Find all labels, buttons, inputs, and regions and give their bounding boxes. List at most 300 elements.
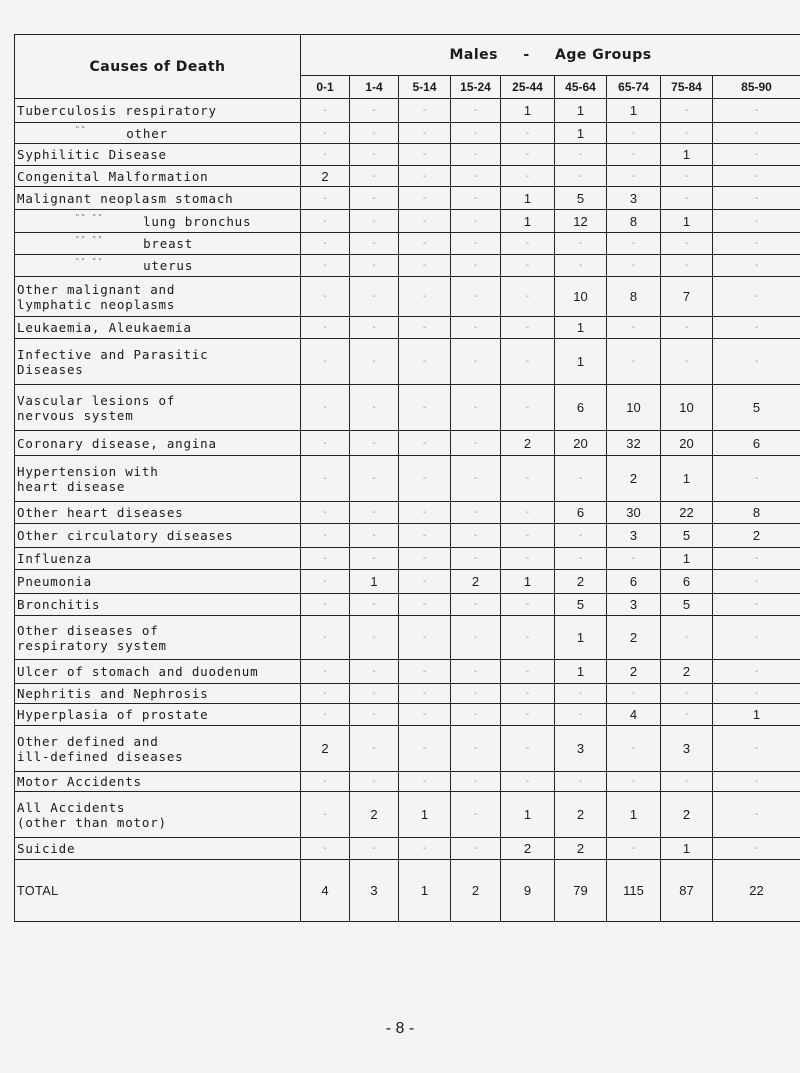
value-cell: - xyxy=(399,233,451,255)
table-row xyxy=(15,317,800,339)
value-cell: - xyxy=(713,317,800,339)
value-cell: 4 xyxy=(607,704,661,726)
value-cell: 5 xyxy=(555,187,607,210)
age-group-col: 45-64 xyxy=(555,76,607,99)
value-cell: 2 xyxy=(555,570,607,594)
value-cell: - xyxy=(399,456,451,502)
value-cell: - xyxy=(713,255,800,277)
value-cell: - xyxy=(301,792,350,838)
value-cell: - xyxy=(451,548,501,570)
value-cell: - xyxy=(501,660,555,684)
value-cell: - xyxy=(555,684,607,704)
cause-label: Coronary disease, angina xyxy=(17,435,217,451)
age-group-col: 15-24 xyxy=(451,76,501,99)
cause-label: Leukaemia, Aleukaemia xyxy=(17,320,192,335)
value-cell: 32 xyxy=(607,431,661,456)
value-cell: 2 xyxy=(301,166,350,187)
value-cell: - xyxy=(399,187,451,210)
value-cell: - xyxy=(399,726,451,772)
cause-label: ill-defined diseases xyxy=(17,748,184,764)
cause-label: Hypertension with xyxy=(17,463,159,479)
cause-cell xyxy=(15,99,301,123)
cause-cell xyxy=(15,838,301,860)
value-cell: - xyxy=(501,456,555,502)
value-cell: - xyxy=(661,339,713,385)
value-cell: - xyxy=(399,166,451,187)
value-cell: - xyxy=(501,277,555,317)
value-cell: - xyxy=(301,704,350,726)
value-cell: 1 xyxy=(555,123,607,144)
value-cell: - xyxy=(399,277,451,317)
value-cell: - xyxy=(399,99,451,123)
table-row xyxy=(15,166,800,187)
value-cell: - xyxy=(607,255,661,277)
cause-label: lymphatic neoplasms xyxy=(17,296,176,312)
value-cell: - xyxy=(451,233,501,255)
cause-label: Suicide xyxy=(17,841,76,856)
value-cell: - xyxy=(399,431,451,456)
ditto-mark: "" "" xyxy=(75,235,104,244)
value-cell: - xyxy=(713,616,800,660)
value-cell: 115 xyxy=(607,860,661,922)
value-cell: 1 xyxy=(713,704,800,726)
value-cell: - xyxy=(350,277,399,317)
cause-cell xyxy=(15,317,301,339)
value-cell: - xyxy=(350,255,399,277)
value-cell: 1 xyxy=(350,570,399,594)
value-cell: - xyxy=(607,144,661,166)
cause-label: Other defined and xyxy=(17,733,159,749)
value-cell: - xyxy=(399,594,451,616)
value-cell: 2 xyxy=(451,570,501,594)
value-cell: - xyxy=(301,502,350,524)
table-row xyxy=(15,524,800,548)
causes-of-death-table xyxy=(14,34,800,922)
age-group-col: 85-90 xyxy=(713,76,800,99)
cause-label: breast xyxy=(143,236,194,251)
value-cell: - xyxy=(350,166,399,187)
value-cell: 87 xyxy=(661,860,713,922)
cause-label: uterus xyxy=(143,258,194,273)
cause-cell xyxy=(15,660,301,684)
value-cell: - xyxy=(451,456,501,502)
age-group-header xyxy=(301,35,800,76)
value-cell: 1 xyxy=(501,570,555,594)
value-cell: - xyxy=(555,548,607,570)
value-cell: - xyxy=(301,123,350,144)
value-cell: - xyxy=(555,772,607,792)
value-cell: - xyxy=(713,339,800,385)
ditto-mark: "" "" xyxy=(75,257,104,266)
cause-label: Influenza xyxy=(17,551,92,566)
value-cell: - xyxy=(399,684,451,704)
value-cell: - xyxy=(301,431,350,456)
table-row xyxy=(15,277,800,317)
value-cell: - xyxy=(301,616,350,660)
table-row xyxy=(15,838,800,860)
value-cell: - xyxy=(399,144,451,166)
value-cell: - xyxy=(555,456,607,502)
value-cell: 5 xyxy=(661,524,713,548)
table-row xyxy=(15,772,800,792)
value-cell: - xyxy=(301,660,350,684)
value-cell: - xyxy=(501,144,555,166)
table-row xyxy=(15,684,800,704)
cause-label: Motor Accidents xyxy=(17,774,142,789)
value-cell: - xyxy=(350,144,399,166)
value-cell: - xyxy=(350,456,399,502)
value-cell: - xyxy=(661,317,713,339)
value-cell: - xyxy=(399,123,451,144)
value-cell: - xyxy=(399,255,451,277)
table-row xyxy=(15,123,800,144)
value-cell: - xyxy=(451,502,501,524)
value-cell: - xyxy=(399,502,451,524)
value-cell: 10 xyxy=(661,385,713,431)
cause-cell xyxy=(15,277,301,317)
header-row-groups xyxy=(15,35,800,76)
value-cell: - xyxy=(555,524,607,548)
cause-cell xyxy=(15,570,301,594)
value-cell: - xyxy=(713,726,800,772)
value-cell: 30 xyxy=(607,502,661,524)
value-cell: - xyxy=(713,772,800,792)
value-cell: - xyxy=(555,144,607,166)
value-cell: 1 xyxy=(555,616,607,660)
value-cell: - xyxy=(501,255,555,277)
cause-cell xyxy=(15,502,301,524)
table-row xyxy=(15,704,800,726)
value-cell: - xyxy=(350,123,399,144)
cause-label: Other circulatory diseases xyxy=(17,528,234,543)
value-cell: - xyxy=(713,99,800,123)
cause-label: Pneumonia xyxy=(17,574,92,589)
value-cell: - xyxy=(301,317,350,339)
cause-label: Congenital Malformation xyxy=(17,168,209,184)
value-cell: - xyxy=(301,594,350,616)
value-cell: 2 xyxy=(555,792,607,838)
cause-label: Nephritis and Nephrosis xyxy=(17,686,209,701)
cause-label: Other malignant and xyxy=(17,281,176,297)
value-cell: 79 xyxy=(555,860,607,922)
value-cell: - xyxy=(350,187,399,210)
age-group-col: 25-44 xyxy=(501,76,555,99)
table-row xyxy=(15,144,800,166)
value-cell: 3 xyxy=(607,187,661,210)
value-cell: - xyxy=(301,548,350,570)
value-cell: - xyxy=(501,385,555,431)
value-cell: - xyxy=(301,255,350,277)
value-cell: 6 xyxy=(555,385,607,431)
table-row xyxy=(15,792,800,838)
ditto-mark: "" "" xyxy=(75,212,104,222)
value-cell: 1 xyxy=(555,660,607,684)
table-row xyxy=(15,726,800,772)
cause-cell xyxy=(15,524,301,548)
value-cell: - xyxy=(301,144,350,166)
value-cell: - xyxy=(399,570,451,594)
value-cell: - xyxy=(301,233,350,255)
value-cell: 8 xyxy=(607,210,661,233)
value-cell: 4 xyxy=(301,860,350,922)
table-row xyxy=(15,385,800,431)
cause-cell xyxy=(15,792,301,838)
value-cell: - xyxy=(350,726,399,772)
value-cell: - xyxy=(451,210,501,233)
age-group-col: 1-4 xyxy=(350,76,399,99)
value-cell: - xyxy=(451,99,501,123)
value-cell: - xyxy=(607,233,661,255)
value-cell: 20 xyxy=(661,431,713,456)
table-row xyxy=(15,616,800,660)
value-cell: - xyxy=(451,726,501,772)
value-cell: - xyxy=(451,684,501,704)
value-cell: - xyxy=(350,524,399,548)
value-cell: - xyxy=(301,277,350,317)
value-cell: 6 xyxy=(555,502,607,524)
cause-label: Diseases xyxy=(17,361,84,377)
table-row xyxy=(15,570,800,594)
value-cell: - xyxy=(399,838,451,860)
cause-label: nervous system xyxy=(17,407,134,423)
value-cell: 9 xyxy=(501,860,555,922)
age-group-col: 5-14 xyxy=(399,76,451,99)
value-cell: 5 xyxy=(661,594,713,616)
value-cell: - xyxy=(350,385,399,431)
value-cell: 1 xyxy=(501,210,555,233)
value-cell: - xyxy=(555,233,607,255)
value-cell: - xyxy=(350,502,399,524)
value-cell: - xyxy=(350,431,399,456)
value-cell: - xyxy=(350,548,399,570)
value-cell: - xyxy=(350,772,399,792)
cause-label: Hyperplasia of prostate xyxy=(17,707,209,722)
value-cell: - xyxy=(713,684,800,704)
cause-cell xyxy=(15,166,301,187)
value-cell: - xyxy=(713,210,800,233)
value-cell: - xyxy=(501,166,555,187)
cause-cell xyxy=(15,210,301,233)
value-cell: 1 xyxy=(661,838,713,860)
cause-cell xyxy=(15,772,301,792)
value-cell: - xyxy=(661,233,713,255)
value-cell: - xyxy=(451,339,501,385)
sex-label: Males xyxy=(449,47,498,63)
value-cell: - xyxy=(501,339,555,385)
value-cell: 2 xyxy=(301,726,350,772)
value-cell: - xyxy=(501,684,555,704)
value-cell: 3 xyxy=(350,860,399,922)
value-cell: 1 xyxy=(607,99,661,123)
value-cell: - xyxy=(301,838,350,860)
cause-cell xyxy=(15,385,301,431)
value-cell: - xyxy=(713,548,800,570)
header-separator: - xyxy=(523,47,530,63)
table-row xyxy=(15,456,800,502)
value-cell: 2 xyxy=(451,860,501,922)
value-cell: - xyxy=(501,704,555,726)
cause-label: (other than motor) xyxy=(17,814,167,830)
cause-label: heart disease xyxy=(17,478,126,494)
cause-label: lung bronchus xyxy=(143,213,252,229)
value-cell: - xyxy=(451,792,501,838)
table-body xyxy=(15,99,800,922)
value-cell: - xyxy=(501,726,555,772)
age-group-col: 65-74 xyxy=(607,76,661,99)
value-cell: 2 xyxy=(501,838,555,860)
value-cell: 20 xyxy=(555,431,607,456)
cause-cell xyxy=(15,860,301,922)
cause-cell xyxy=(15,187,301,210)
cause-label: Malignant neoplasm stomach xyxy=(17,190,234,206)
value-cell: - xyxy=(501,524,555,548)
value-cell: - xyxy=(301,570,350,594)
cause-cell xyxy=(15,594,301,616)
value-cell: 22 xyxy=(661,502,713,524)
value-cell: - xyxy=(399,339,451,385)
table-row xyxy=(15,210,800,233)
cause-cell xyxy=(15,456,301,502)
column-title-causes: Causes of Death xyxy=(15,35,301,99)
value-cell: - xyxy=(301,772,350,792)
value-cell: - xyxy=(451,660,501,684)
value-cell: 1 xyxy=(555,99,607,123)
value-cell: - xyxy=(607,339,661,385)
cause-label: Other heart diseases xyxy=(17,505,184,520)
value-cell: - xyxy=(713,166,800,187)
value-cell: 7 xyxy=(661,277,713,317)
ditto-mark: "" xyxy=(75,124,87,134)
value-cell: 6 xyxy=(713,431,800,456)
value-cell: - xyxy=(555,704,607,726)
cause-label: respiratory system xyxy=(17,637,167,653)
value-cell: - xyxy=(661,684,713,704)
cause-cell xyxy=(15,726,301,772)
value-cell: - xyxy=(713,792,800,838)
value-cell: - xyxy=(713,838,800,860)
value-cell: - xyxy=(451,187,501,210)
cause-label: other xyxy=(126,125,168,141)
cause-label: Bronchitis xyxy=(17,597,101,612)
value-cell: 6 xyxy=(607,570,661,594)
table-row xyxy=(15,233,800,255)
value-cell: - xyxy=(501,233,555,255)
value-cell: - xyxy=(301,339,350,385)
value-cell: - xyxy=(301,524,350,548)
table-row xyxy=(15,187,800,210)
value-cell: - xyxy=(661,255,713,277)
value-cell: - xyxy=(350,838,399,860)
value-cell: - xyxy=(350,660,399,684)
cause-cell xyxy=(15,548,301,570)
value-cell: 1 xyxy=(607,792,661,838)
value-cell: - xyxy=(607,772,661,792)
value-cell: - xyxy=(713,660,800,684)
value-cell: - xyxy=(555,166,607,187)
table-row xyxy=(15,255,800,277)
value-cell: - xyxy=(399,660,451,684)
value-cell: - xyxy=(350,210,399,233)
value-cell: - xyxy=(451,385,501,431)
value-cell: 3 xyxy=(661,726,713,772)
table-row xyxy=(15,594,800,616)
value-cell: - xyxy=(713,456,800,502)
value-cell: - xyxy=(501,594,555,616)
value-cell: - xyxy=(713,570,800,594)
value-cell: 1 xyxy=(501,792,555,838)
value-cell: - xyxy=(350,616,399,660)
value-cell: - xyxy=(501,123,555,144)
value-cell: - xyxy=(451,772,501,792)
value-cell: 2 xyxy=(350,792,399,838)
value-cell: 1 xyxy=(555,317,607,339)
value-cell: - xyxy=(501,502,555,524)
value-cell: - xyxy=(607,166,661,187)
value-cell: - xyxy=(451,144,501,166)
value-cell: - xyxy=(607,548,661,570)
value-cell: 8 xyxy=(713,502,800,524)
value-cell: 2 xyxy=(607,616,661,660)
value-cell: - xyxy=(301,99,350,123)
cause-label: Tuberculosis respiratory xyxy=(17,103,217,118)
value-cell: - xyxy=(501,317,555,339)
value-cell: - xyxy=(399,548,451,570)
value-cell: - xyxy=(661,166,713,187)
value-cell: - xyxy=(399,385,451,431)
value-cell: - xyxy=(713,277,800,317)
value-cell: 2 xyxy=(713,524,800,548)
cause-cell xyxy=(15,431,301,456)
cause-cell xyxy=(15,233,301,255)
value-cell: - xyxy=(661,123,713,144)
value-cell: - xyxy=(451,123,501,144)
value-cell: 2 xyxy=(661,660,713,684)
value-cell: - xyxy=(350,317,399,339)
value-cell: 8 xyxy=(607,277,661,317)
value-cell: 2 xyxy=(555,838,607,860)
value-cell: - xyxy=(661,616,713,660)
value-cell: - xyxy=(399,704,451,726)
value-cell: - xyxy=(607,684,661,704)
cause-label: Vascular lesions of xyxy=(17,392,176,408)
value-cell: 1 xyxy=(661,456,713,502)
table-row xyxy=(15,660,800,684)
cause-label: Infective and Parasitic xyxy=(17,346,209,362)
value-cell: 5 xyxy=(555,594,607,616)
cause-label: Ulcer of stomach and duodenum xyxy=(17,664,259,679)
value-cell: - xyxy=(713,187,800,210)
value-cell: 1 xyxy=(501,99,555,123)
value-cell: - xyxy=(399,210,451,233)
cause-label: All Accidents xyxy=(17,799,126,815)
value-cell: - xyxy=(451,431,501,456)
value-cell: 1 xyxy=(555,339,607,385)
total-label: TOTAL xyxy=(17,883,59,898)
value-cell: 1 xyxy=(399,860,451,922)
value-cell: - xyxy=(607,123,661,144)
value-cell: - xyxy=(555,255,607,277)
cause-cell xyxy=(15,684,301,704)
age-group-col: 75-84 xyxy=(661,76,713,99)
cause-label: Other diseases of xyxy=(17,622,159,638)
value-cell: 1 xyxy=(661,210,713,233)
value-cell: - xyxy=(661,187,713,210)
value-cell: - xyxy=(607,838,661,860)
value-cell: - xyxy=(399,772,451,792)
value-cell: 10 xyxy=(607,385,661,431)
cause-cell xyxy=(15,255,301,277)
value-cell: 22 xyxy=(713,860,800,922)
